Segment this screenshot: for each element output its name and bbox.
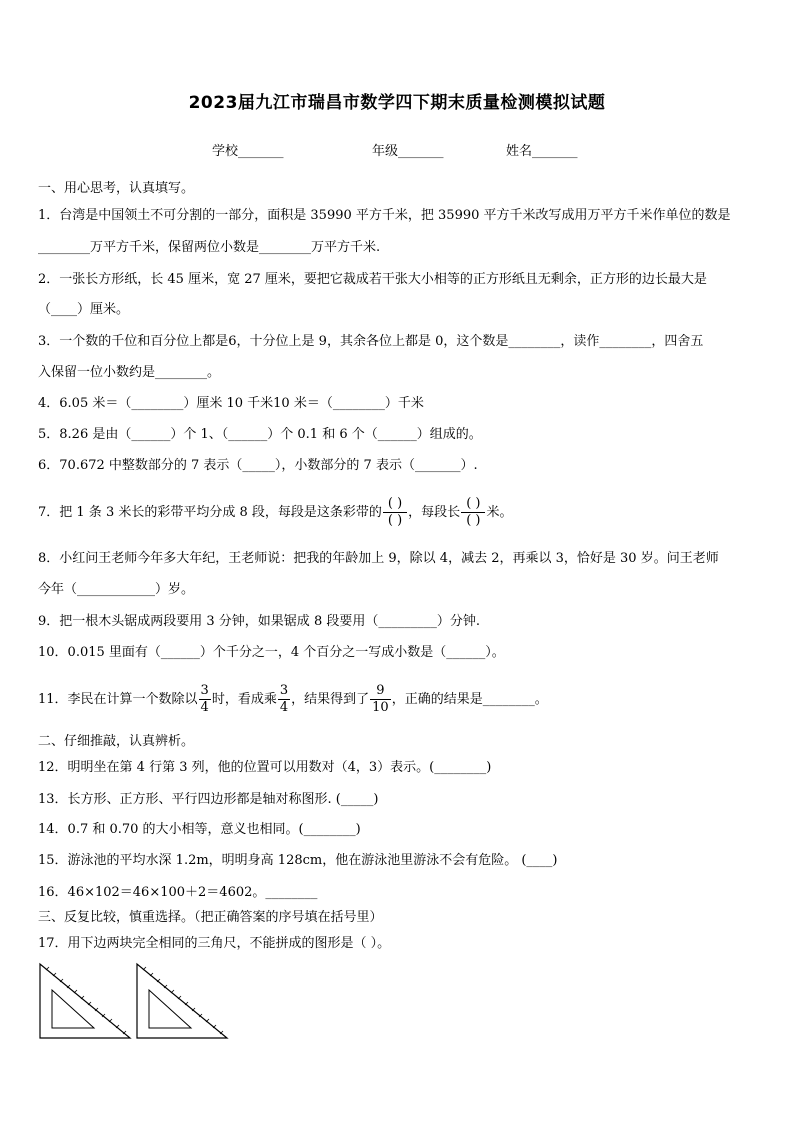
fraction-denominator: ( ) [461,512,485,529]
question-2-line-1: 2．一张长方形纸，长 45 厘米，宽 27 厘米，要把它裁成若干张大小相等的正方形纸且无剩余，正方形的边长最大是 [38,272,707,287]
school-field: 学校_______ [212,144,284,159]
triangle-ruler-right [135,962,231,1042]
fraction-denominator: ( ) [383,512,407,529]
question-16: 16．46×102＝46×100＋2＝4602。________ [38,885,318,900]
question-17: 17．用下边两块完全相同的三角尺，不能拼成的图形是（ ）。 [38,936,391,951]
question-7-text-mid: ，每段长 [408,505,461,520]
question-15: 15．游泳池的平均水深 1.2m，明明身高 128cm，他在游泳池里游泳不会有危险。 (____) [38,853,558,868]
fraction-3-4-b [278,683,290,716]
question-12: 12．明明坐在第 4 行第 3 列，他的位置可以用数对（4，3）表示。(________) [38,760,492,775]
fraction-9-10 [370,683,391,716]
fraction-denominator: 4 [279,700,289,715]
section-1-heading: 一、用心思考，认真填写。 [38,181,195,196]
question-11-text-mid-2: ，结果得到了 [291,692,370,707]
question-7-text: 7．把 1 条 3 米长的彩带平均分成 8 段，每段是这条彩带的 [38,505,382,520]
question-8-line-2: 今年（____________）岁。 [38,582,195,597]
question-11-text: 11．李民在计算一个数除以 [38,692,198,707]
question-14: 14．0.7 和 0.70 的大小相等，意义也相同。(________) [38,822,361,837]
grade-field: 年级_______ [372,144,444,159]
section-3-heading: 三、反复比较，慎重选择。（把正确答案的序号填在括号里） [38,910,383,925]
fraction-3-4-a [199,683,211,716]
question-10: 10．0.015 里面有（______）个千分之一，4 个百分之一写成小数是（______）。 [38,645,505,660]
page-title: 2023届九江市瑞昌市数学四下期末质量检测模拟试题 [188,93,606,113]
question-6: 6．70.672 中整数部分的 7 表示（_____），小数部分的 7 表示（_______）. [38,458,478,473]
question-1-line-2: ________万平方千米，保留两位小数是________万平方千米. [38,240,381,255]
question-11-text-mid-1: 时，看成乘 [211,692,277,707]
fraction-numerator: 3 [200,683,209,698]
fraction-numerator: 9 [376,683,385,698]
question-7 [38,491,512,535]
fraction-numerator: ( ) [466,496,481,511]
question-5: 5．8.26 是由（______）个 1、（______）个 0.1 和 6 个（______）组成的。 [38,427,482,442]
fraction-denominator: 4 [200,700,209,715]
fraction-blank-2 [461,496,485,529]
question-1-line-1: 1．台湾是中国领土不可分割的一部分，面积是 35990 平方千米，把 35990 平方千米改写成用万平方千米作单位的数是 [38,208,731,223]
name-field: 姓名_______ [506,144,578,159]
question-3-line-1: 3．一个数的千位和百分位上都是6，十分位上是 9，其余各位上都是 0，这个数是________，读作________，四舍五 [38,334,704,349]
fraction-numerator: ( ) [387,496,403,511]
fraction-numerator: 3 [279,683,289,698]
question-11 [38,678,548,722]
question-4: 4．6.05 米＝（________）厘米 10 千米10 米＝（________）千米 [38,396,424,411]
section-2-heading: 二、仔细推敲，认真辨析。 [38,734,195,749]
question-3-line-2: 入保留一位小数约是________。 [38,365,221,380]
fraction-denominator: 10 [372,700,389,715]
question-13: 13．长方形、正方形、平行四边形都是轴对称图形. (_____) [38,792,379,807]
question-11-text-end: ，正确的结果是________。 [391,692,548,707]
question-7-text-end: 米。 [486,505,513,520]
triangle-ruler-left [38,962,134,1042]
fraction-blank-1 [383,496,407,529]
question-2-line-2: （____）厘米。 [38,302,130,317]
question-9: 9．把一根木头锯成两段要用 3 分钟，如果锯成 8 段要用（_________）分钟. [38,614,480,629]
question-8-line-1: 8．小红问王老师今年多大年纪，王老师说：把我的年龄加上 9，除以 4，减去 2，再乘以 3，恰好是 30 岁。问王老师 [38,551,719,566]
